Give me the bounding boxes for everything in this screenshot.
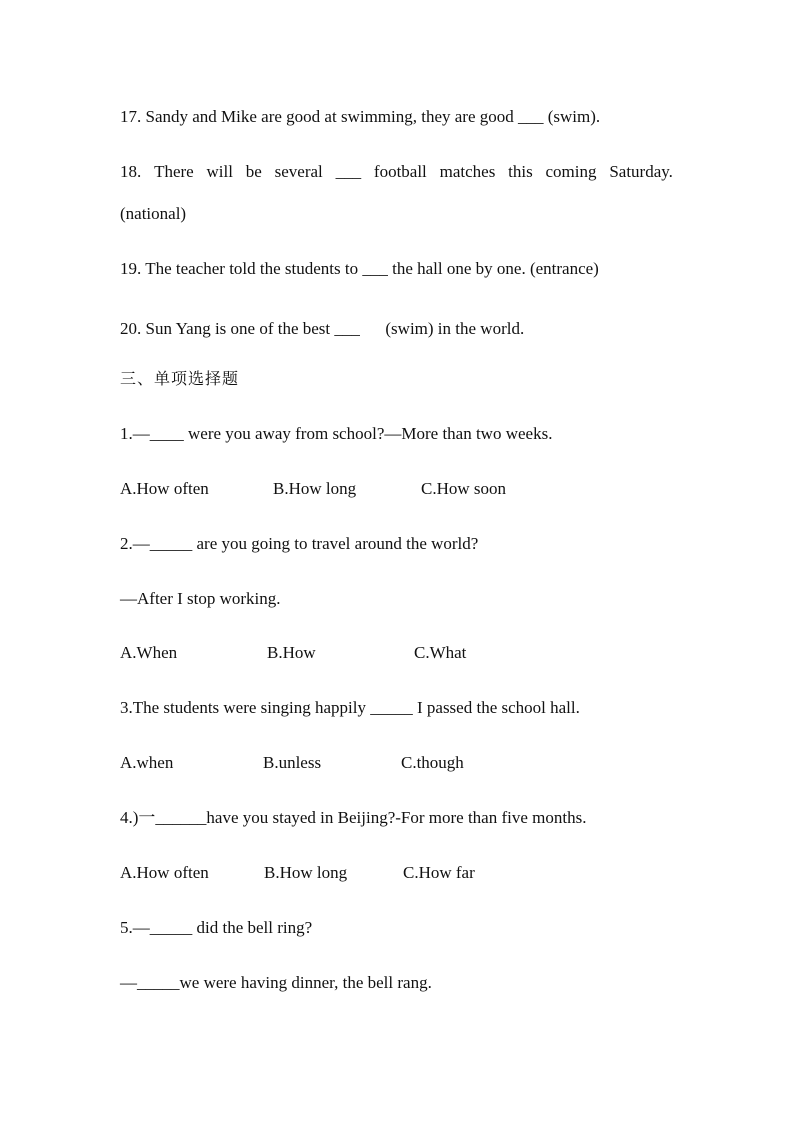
question-19: 19. The teacher told the students to ___ the hall one by one. (entrance): [120, 259, 599, 278]
q18-word: be: [245, 162, 262, 181]
mcq-2-option-a: A.When: [120, 643, 178, 662]
mcq-1-option-c: C.How soon: [421, 479, 507, 498]
mcq-4-option-a: A.How often: [120, 863, 209, 882]
q18-word: There: [154, 162, 194, 181]
q18-word: ___: [335, 162, 362, 181]
mcq-3-question: 3.The students were singing happily _____ I passed the school hall.: [120, 698, 580, 717]
mcq-4-question: 4.)一______have you stayed in Beijing?-For more than five months.: [120, 808, 587, 827]
q18-word: will: [206, 162, 233, 181]
mcq-1-question: 1.—____ were you away from school?—More than two weeks.: [120, 424, 553, 443]
mcq-1-option-a: A.How often: [120, 479, 209, 498]
q18-word: football: [373, 162, 427, 181]
mcq-3-option-c: C.though: [401, 753, 464, 772]
q18-word: 18.: [120, 162, 142, 181]
question-17: 17. Sandy and Mike are good at swimming, they are good ___ (swim).: [120, 107, 601, 126]
mcq-2-question: 2.—_____ are you going to travel around the world?: [120, 534, 479, 553]
mcq-2-option-c: C.What: [414, 643, 467, 662]
q18-word: coming: [545, 162, 597, 181]
mcq-1-option-b: B.How long: [273, 479, 357, 498]
mcq-3-option-a: A.when: [120, 753, 174, 772]
mcq-4-option-b: B.How long: [264, 863, 348, 882]
mcq-5-question: 5.—_____ did the bell ring?: [120, 918, 313, 937]
mcq-2-option-b: B.How: [267, 643, 316, 662]
q18-word: matches: [439, 162, 496, 181]
question-18-continuation: (national): [120, 204, 187, 223]
mcq-3-option-b: B.unless: [263, 753, 322, 772]
q18-word: several: [274, 162, 323, 181]
q18-word: this: [508, 162, 533, 181]
section-heading: 三、单项选择题: [120, 369, 240, 388]
question-20: 20. Sun Yang is one of the best ___ (swim) in the world.: [120, 319, 525, 338]
mcq-5-answer-line: —_____we were having dinner, the bell rang.: [120, 973, 432, 992]
question-18: [120, 162, 673, 182]
mcq-2-answer-line: —After I stop working.: [120, 589, 281, 608]
q18-word: Saturday.: [609, 162, 673, 181]
mcq-4-option-c: C.How far: [403, 863, 475, 882]
